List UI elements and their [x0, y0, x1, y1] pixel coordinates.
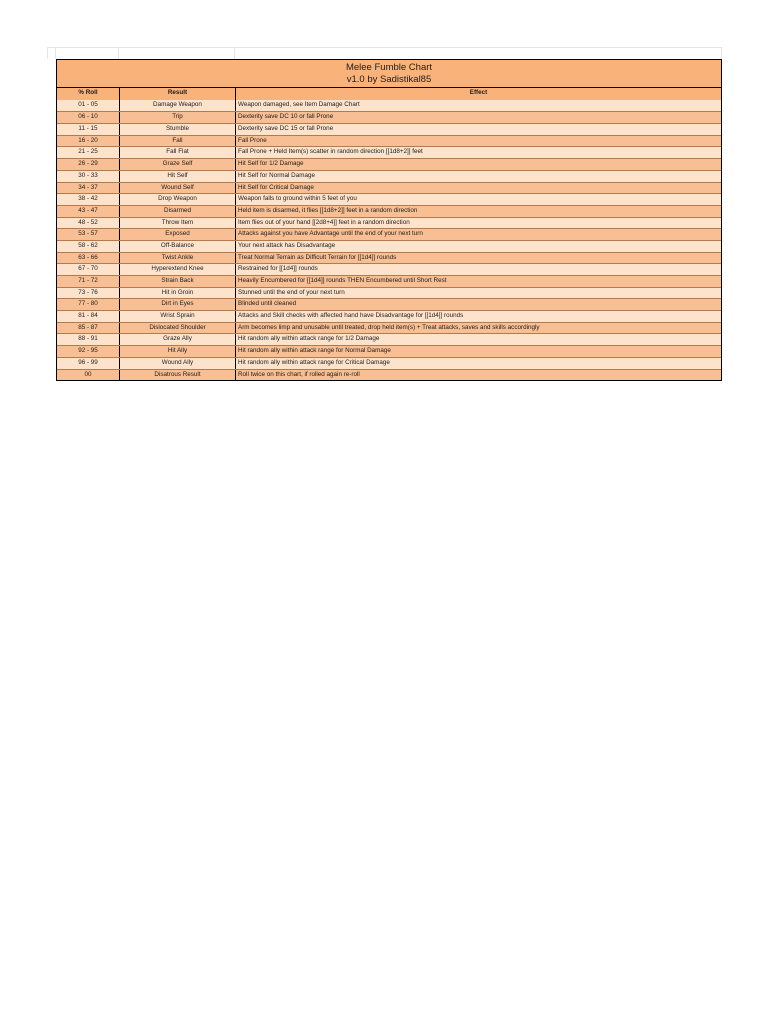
result-cell[interactable]: Strain Back: [120, 276, 236, 287]
effect-cell[interactable]: Your next attack has Disadvantage: [238, 241, 336, 249]
table-row: [57, 146, 721, 158]
roll-cell[interactable]: 85 - 87: [57, 323, 120, 334]
table-row: [57, 123, 721, 135]
result-cell[interactable]: Damage Weapon: [120, 100, 236, 112]
table-row: [57, 193, 721, 205]
effect-cell[interactable]: Weapon falls to ground within 5 feet of you: [238, 195, 357, 203]
result-cell[interactable]: Trip: [120, 112, 236, 123]
table-row: [57, 217, 721, 229]
roll-cell[interactable]: 16 - 20: [57, 136, 120, 147]
effect-cell[interactable]: Restrained for [[1d4]] rounds: [238, 265, 318, 273]
roll-cell[interactable]: 77 - 80: [57, 299, 120, 310]
header-row: [57, 88, 721, 100]
table-row: [57, 158, 721, 170]
roll-cell[interactable]: 53 - 57: [57, 229, 120, 240]
empty-grid-row: [47, 47, 722, 59]
effect-cell[interactable]: Hit Self for 1/2 Damage: [238, 160, 304, 168]
result-cell[interactable]: Hit Ally: [120, 346, 236, 357]
roll-cell[interactable]: 88 - 91: [57, 334, 120, 345]
effect-cell[interactable]: Fall Prone + Held Item(s) scatter in random direction [[1d8+2]] feet: [238, 148, 423, 156]
header-result[interactable]: Result: [120, 88, 236, 100]
header-roll[interactable]: % Roll: [57, 88, 120, 100]
roll-cell[interactable]: 26 - 29: [57, 159, 120, 170]
roll-cell[interactable]: 48 - 52: [57, 218, 120, 229]
table-row: [57, 298, 721, 310]
fumble-table: [56, 59, 722, 381]
result-cell[interactable]: Dislocated Shoulder: [120, 323, 236, 334]
table-title-cell[interactable]: [57, 60, 721, 88]
effect-cell[interactable]: Stunned until the end of your next turn: [238, 288, 345, 296]
roll-cell[interactable]: 06 - 10: [57, 112, 120, 123]
roll-cell[interactable]: 92 - 95: [57, 346, 120, 357]
table-row: [57, 369, 721, 381]
roll-cell[interactable]: 00: [57, 370, 120, 381]
table-row: [57, 333, 721, 345]
table-row: [57, 345, 721, 357]
effect-cell[interactable]: Hit random ally within attack range for Normal Damage: [238, 347, 391, 355]
table-row: [57, 100, 721, 112]
table-body: [57, 100, 721, 381]
effect-cell[interactable]: Heavily Encumbered for [[1d4]] rounds THEN Encumbered until Short Rest: [238, 277, 447, 284]
effect-cell[interactable]: Item flies out of your hand [[2d8+4]] feet in a random direction: [238, 218, 410, 226]
result-cell[interactable]: Hyperextend Knee: [120, 264, 236, 275]
effect-cell[interactable]: Blinded until cleaned: [238, 300, 297, 308]
roll-cell[interactable]: 81 - 84: [57, 311, 120, 322]
table-row: [57, 205, 721, 217]
effect-cell[interactable]: Hit random ally within attack range for 1/2 Damage: [238, 335, 380, 343]
roll-cell[interactable]: 67 - 70: [57, 264, 120, 275]
effect-cell[interactable]: Held item is disarmed, it flies [[1d8+2]] feet in a random direction: [238, 206, 418, 214]
empty-cell[interactable]: [119, 47, 235, 59]
result-cell[interactable]: Hit in Groin: [120, 288, 236, 299]
result-cell[interactable]: Disatrous Result: [120, 370, 236, 381]
effect-cell[interactable]: Fall Prone: [238, 136, 267, 144]
empty-cell[interactable]: [47, 47, 56, 59]
table-subtitle: v1.0 by Sadistikal85: [346, 74, 432, 85]
roll-cell[interactable]: 01 - 05: [57, 100, 120, 112]
result-cell[interactable]: Wound Self: [120, 183, 236, 194]
effect-cell[interactable]: Weapon damaged, see Item Damage Chart: [238, 100, 360, 108]
roll-cell[interactable]: 30 - 33: [57, 171, 120, 182]
result-cell[interactable]: Off-Balance: [120, 241, 236, 252]
effect-cell[interactable]: Arm becomes limp and unusable until treated, drop held item(s) + Treat attacks, saves and skills accordingly: [238, 323, 540, 331]
effect-cell[interactable]: Roll twice on this chart, if rolled again re-roll: [238, 370, 360, 378]
table-row: [57, 322, 721, 334]
roll-cell[interactable]: 11 - 15: [57, 124, 120, 135]
roll-cell[interactable]: 38 - 42: [57, 194, 120, 205]
spreadsheet: [47, 47, 722, 378]
table-row: [57, 182, 721, 194]
result-cell[interactable]: Fall Flat: [120, 147, 236, 158]
empty-cell[interactable]: [235, 47, 722, 59]
roll-cell[interactable]: 71 - 72: [57, 276, 120, 287]
roll-cell[interactable]: 21 - 25: [57, 147, 120, 158]
result-cell[interactable]: Drop Weapon: [120, 194, 236, 205]
result-cell[interactable]: Graze Ally: [120, 334, 236, 345]
table-row: [57, 287, 721, 299]
result-cell[interactable]: Fall: [120, 136, 236, 147]
table-row: [57, 252, 721, 264]
result-cell[interactable]: Throw Item: [120, 218, 236, 229]
table-row: [57, 275, 721, 287]
result-cell[interactable]: Graze Self: [120, 159, 236, 170]
effect-cell[interactable]: Hit random ally within attack range for Critical Damage: [238, 358, 390, 366]
result-cell[interactable]: Wound Ally: [120, 358, 236, 369]
table-row: [57, 357, 721, 369]
roll-cell[interactable]: 63 - 66: [57, 253, 120, 264]
result-cell[interactable]: Stumble: [120, 124, 236, 135]
result-cell[interactable]: Exposed: [120, 229, 236, 240]
table-title: Melee Fumble Chart: [345, 62, 433, 73]
result-cell[interactable]: Disarmed: [120, 206, 236, 217]
result-cell[interactable]: Wrist Sprain: [120, 311, 236, 322]
table-row: [57, 135, 721, 147]
empty-cell[interactable]: [56, 47, 119, 59]
result-cell[interactable]: Twist Ankle: [120, 253, 236, 264]
effect-cell[interactable]: Treat Normal Terrain as Difficult Terrain for [[1d4]] rounds: [238, 253, 397, 261]
header-effect[interactable]: Effect: [469, 89, 488, 96]
result-cell[interactable]: Hit Self: [120, 171, 236, 182]
roll-cell[interactable]: 73 - 76: [57, 288, 120, 299]
table-row: [57, 240, 721, 252]
effect-cell[interactable]: Dexterity save DC 15 or fall Prone: [238, 125, 334, 133]
roll-cell[interactable]: 58 - 62: [57, 241, 120, 252]
effect-cell[interactable]: Hit Self for Critical Damage: [238, 183, 314, 191]
table-row: [57, 111, 721, 123]
roll-cell[interactable]: 96 - 99: [57, 358, 120, 369]
effect-cell[interactable]: Dexterity save DC 10 or fall Prone: [238, 113, 334, 121]
table-row: [57, 310, 721, 322]
effect-cell[interactable]: Attacks against you have Advantage until the end of your next turn: [238, 230, 423, 238]
effect-cell[interactable]: Hit Self for Normal Damage: [238, 171, 315, 179]
result-cell[interactable]: Dirt in Eyes: [120, 299, 236, 310]
table-row: [57, 263, 721, 275]
roll-cell[interactable]: 43 - 47: [57, 206, 120, 217]
table-row: [57, 170, 721, 182]
roll-cell[interactable]: 34 - 37: [57, 183, 120, 194]
effect-cell[interactable]: Attacks and Skill checks with affected hand have Disadvantage for [[1d4]] rounds: [238, 312, 464, 320]
table-row: [57, 228, 721, 240]
